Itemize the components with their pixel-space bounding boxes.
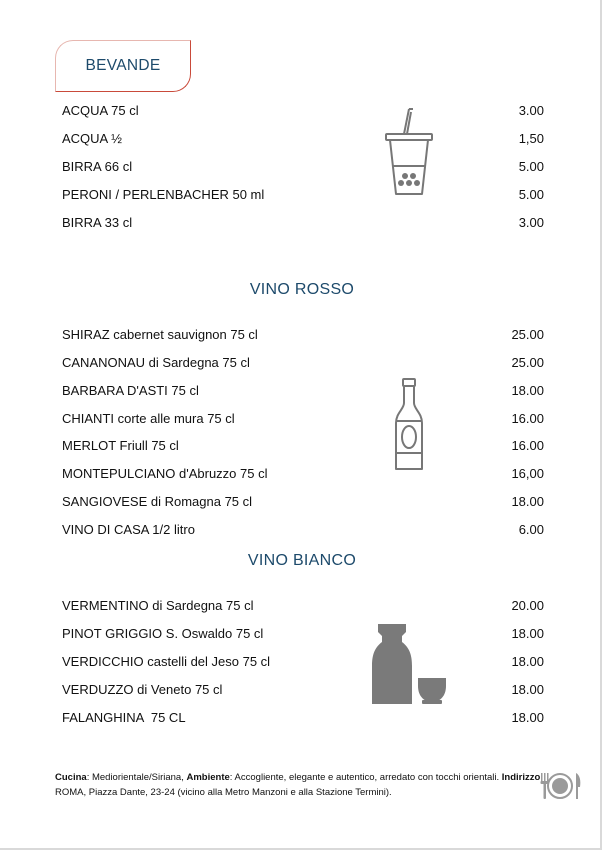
item-price: 25.00 bbox=[511, 355, 544, 370]
wine-bottle-icon bbox=[392, 377, 426, 473]
item-price: 25.00 bbox=[511, 327, 544, 342]
item-price: 16,00 bbox=[511, 466, 544, 481]
cucina-value: : Mediorientale/Siriana, bbox=[86, 772, 187, 783]
item-price: 5.00 bbox=[518, 187, 544, 202]
menu-item bbox=[62, 159, 544, 179]
indirizzo-value: ROMA, Piazza Dante, 23-24 (vicino alla Metro Manzoni e alla Stazione Termini). bbox=[55, 787, 392, 798]
item-name: ACQUA 75 cl bbox=[62, 103, 139, 118]
item-name: PERONI / PERLENBACHER 50 ml bbox=[62, 187, 265, 202]
item-price: 18.00 bbox=[511, 682, 544, 697]
item-name: VERDUZZO di Veneto 75 cl bbox=[62, 682, 223, 697]
menu-item bbox=[62, 215, 544, 235]
menu-item bbox=[62, 654, 544, 674]
ambiente-label: Ambiente bbox=[186, 772, 230, 783]
restaurant-info bbox=[55, 770, 545, 800]
indirizzo-label: Indirizzo bbox=[501, 772, 541, 783]
menu-item bbox=[62, 710, 544, 730]
item-price: 1,50 bbox=[518, 131, 544, 146]
item-name: FALANGHINA 75 CL bbox=[62, 710, 186, 725]
item-name: SANGIOVESE di Romagna 75 cl bbox=[62, 494, 253, 509]
item-name: MONTEPULCIANO d'Abruzzo 75 cl bbox=[62, 466, 268, 481]
menu-item bbox=[62, 494, 544, 514]
item-name: MERLOT Friull 75 cl bbox=[62, 438, 179, 453]
carafe-and-cup-icon bbox=[372, 622, 450, 706]
bevande-header-tab bbox=[55, 40, 191, 92]
item-name: CHIANTI corte alle mura 75 cl bbox=[62, 411, 235, 426]
menu-item bbox=[62, 411, 544, 431]
menu-item bbox=[62, 682, 544, 702]
menu-item bbox=[62, 466, 544, 486]
menu-item bbox=[62, 438, 544, 458]
menu-item bbox=[62, 598, 544, 618]
menu-item bbox=[62, 103, 544, 123]
item-price: 3.00 bbox=[518, 103, 544, 118]
menu-item bbox=[62, 327, 544, 347]
item-name: CANANONAU di Sardegna 75 cl bbox=[62, 355, 250, 370]
item-name: PINOT GRIGGIO S. Oswaldo 75 cl bbox=[62, 626, 264, 641]
item-name: ACQUA ½ bbox=[62, 131, 122, 146]
item-price: 3.00 bbox=[518, 215, 544, 230]
item-name: VERDICCHIO castelli del Jeso 75 cl bbox=[62, 654, 271, 669]
vino-bianco-title: VINO BIANCO bbox=[247, 552, 357, 569]
item-name: VERMENTINO di Sardegna 75 cl bbox=[62, 598, 254, 613]
item-price: 18.00 bbox=[511, 654, 544, 669]
bubble-tea-cup-icon bbox=[382, 106, 436, 198]
ambiente-value: : Accogliente, elegante e autentico, arredato con tocchi orientali. bbox=[229, 772, 502, 783]
item-name: SHIRAZ cabernet sauvignon 75 cl bbox=[62, 327, 258, 342]
item-price: 18.00 bbox=[511, 710, 544, 725]
cucina-label: Cucina bbox=[55, 772, 87, 783]
item-price: 6.00 bbox=[518, 522, 544, 537]
item-price: 18.00 bbox=[511, 494, 544, 509]
bevande-title: BEVANDE bbox=[85, 57, 161, 74]
menu-item bbox=[62, 383, 544, 403]
menu-item bbox=[62, 522, 544, 542]
item-name: BIRRA 66 cl bbox=[62, 159, 133, 174]
menu-item bbox=[62, 355, 544, 375]
item-price: 20.00 bbox=[511, 598, 544, 613]
item-name: VINO DI CASA 1/2 litro bbox=[62, 522, 195, 537]
item-price: 18.00 bbox=[511, 626, 544, 641]
item-price: 16.00 bbox=[511, 438, 544, 453]
item-price: 5.00 bbox=[518, 159, 544, 174]
item-price: 18.00 bbox=[511, 383, 544, 398]
menu-item bbox=[62, 187, 544, 207]
plate-cutlery-icon bbox=[538, 771, 584, 801]
item-price: 16.00 bbox=[511, 411, 544, 426]
menu-item bbox=[62, 626, 544, 646]
menu-item bbox=[62, 131, 544, 151]
item-name: BIRRA 33 cl bbox=[62, 215, 133, 230]
vino-rosso-title: VINO ROSSO bbox=[249, 281, 355, 298]
item-name: BARBARA D'ASTI 75 cl bbox=[62, 383, 199, 398]
